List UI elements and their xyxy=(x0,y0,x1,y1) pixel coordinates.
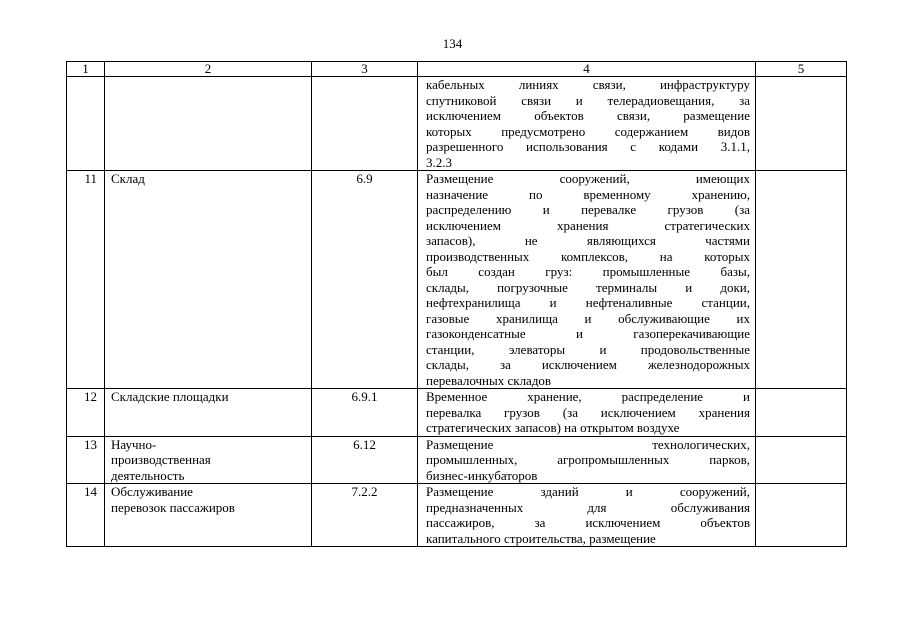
header-row xyxy=(67,62,847,77)
description-line: исключением объектов связи, размещение xyxy=(426,108,750,123)
use-type-code: 6.12 xyxy=(312,436,418,484)
description-line: перевалка грузов (за исключением хранения xyxy=(426,404,750,420)
use-type-description xyxy=(418,484,756,547)
column-header: 5 xyxy=(756,62,847,77)
use-type-code: 6.9.1 xyxy=(312,389,418,437)
page-number: 134 xyxy=(442,36,463,51)
use-type-name xyxy=(105,436,312,484)
note-cell xyxy=(756,171,847,389)
use-type-name xyxy=(105,484,312,547)
note-cell xyxy=(756,389,847,437)
use-type-name xyxy=(105,389,312,437)
note-cell xyxy=(756,77,847,171)
table-row xyxy=(67,484,847,547)
description-line: бизнес-инкубаторов xyxy=(426,467,538,483)
description-line: газоконденсатные и газоперекачивающие xyxy=(426,326,750,341)
description-line: Размещение технологических, xyxy=(426,436,750,452)
name-line: Складские площадки xyxy=(111,389,229,404)
description-line: разрешенного использования с кодами 3.1.1, xyxy=(426,139,750,154)
description-line: склады, погрузочные терминалы и доки, xyxy=(426,279,750,295)
use-type-description xyxy=(418,77,756,171)
description-line: назначение по временному хранению, xyxy=(426,186,750,202)
description-line: распределению и перевалке грузов (за xyxy=(426,202,750,217)
use-type-name xyxy=(105,77,312,171)
name-line: производственная xyxy=(111,452,211,467)
note-cell xyxy=(756,436,847,484)
description-line: кабельных линиях связи, инфраструктуру xyxy=(426,77,750,92)
table-row xyxy=(67,436,847,484)
column-header: 4 xyxy=(418,62,756,77)
use-type-description xyxy=(418,389,756,437)
row-number: 14 xyxy=(67,484,105,547)
column-header: 2 xyxy=(105,62,312,77)
note-cell xyxy=(756,484,847,547)
description-line: производственных комплексов, на которых xyxy=(426,248,750,264)
table-row xyxy=(67,77,847,171)
name-line: деятельность xyxy=(111,467,185,483)
use-type-description xyxy=(418,436,756,484)
name-line: Научно- xyxy=(111,436,157,452)
use-type-description xyxy=(418,171,756,389)
description-line: пассажиров, за исключением объектов xyxy=(426,515,750,530)
row-number: 11 xyxy=(67,171,105,389)
name-line: Обслуживание xyxy=(111,484,193,499)
description-line: нефтехранилища и нефтеналивные станции, xyxy=(426,295,750,310)
description-line: стратегических запасов) на открытом воздухе xyxy=(426,420,680,435)
description-line: капитального строительства, размещение xyxy=(426,530,656,546)
description-line: запасов), не являющихся частями xyxy=(426,233,750,248)
description-line: был создан груз: промышленные базы, xyxy=(426,264,750,279)
description-line: перевалочных складов xyxy=(426,372,552,388)
description-line: Размещение сооружений, имеющих xyxy=(426,171,750,186)
use-type-name xyxy=(105,171,312,389)
description-line: спутниковой связи и телерадиовещания, за xyxy=(426,92,750,108)
name-line: перевозок пассажиров xyxy=(111,499,235,515)
table-row xyxy=(67,171,847,389)
description-line: Размещение зданий и сооружений, xyxy=(426,484,750,499)
column-header: 1 xyxy=(67,62,105,77)
row-number: 12 xyxy=(67,389,105,437)
row-number xyxy=(67,77,105,171)
table-row xyxy=(67,389,847,437)
column-header: 3 xyxy=(312,62,418,77)
use-type-code: 6.9 xyxy=(312,171,418,389)
description-line: которых предусмотрено содержанием видов xyxy=(426,123,750,139)
use-type-code xyxy=(312,77,418,171)
description-line: 3.2.3 xyxy=(426,154,452,170)
description-line: промышленных, агропромышленных парков, xyxy=(426,452,750,467)
description-line: предназначенных для обслуживания xyxy=(426,499,750,515)
description-line: газовые хранилища и обслуживающие их xyxy=(426,310,750,326)
description-line: склады, за исключением железнодорожных xyxy=(426,357,750,372)
row-number: 13 xyxy=(67,436,105,484)
use-type-code: 7.2.2 xyxy=(312,484,418,547)
description-line: станции, элеваторы и продовольственные xyxy=(426,341,750,357)
description-line: исключением хранения стратегических xyxy=(426,217,750,233)
description-line: Временное хранение, распределение и xyxy=(426,389,750,404)
name-line: Склад xyxy=(111,171,145,186)
land-use-table xyxy=(66,61,847,547)
